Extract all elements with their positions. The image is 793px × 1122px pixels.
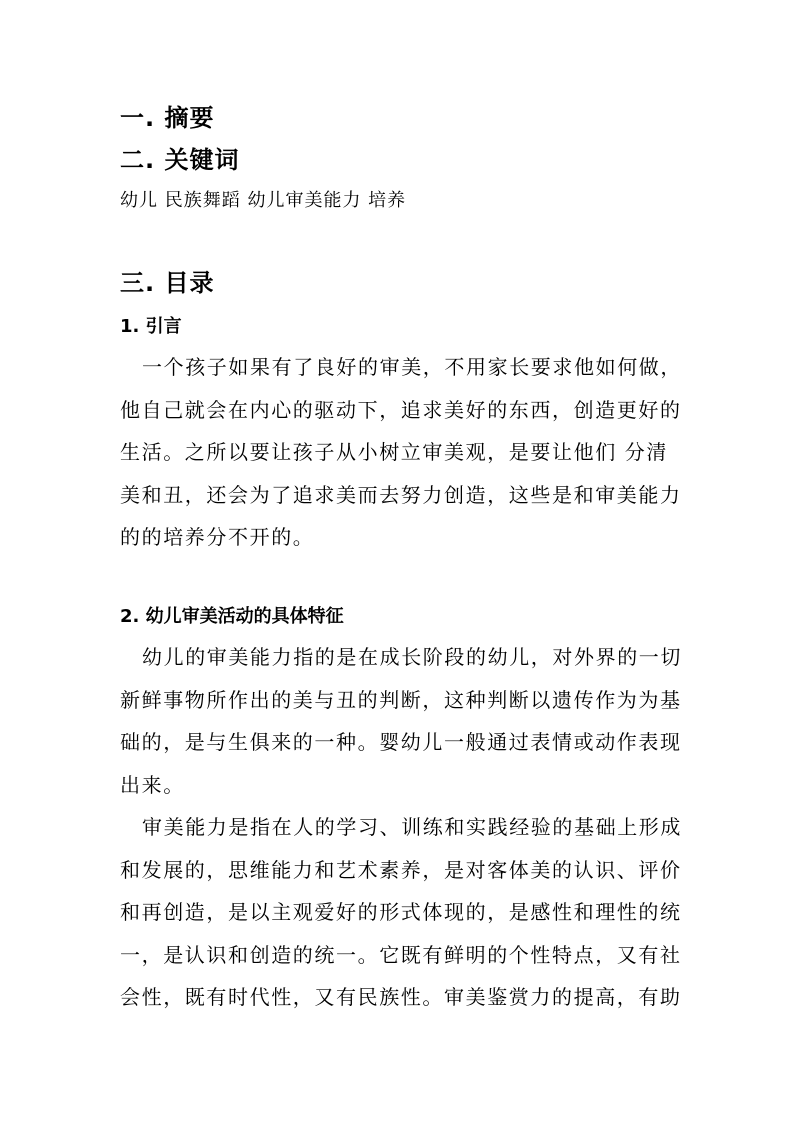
section2-heading: 2. 幼儿审美活动的具体特征 <box>120 606 344 627</box>
keywords-text: 幼儿 民族舞蹈 幼儿审美能力 培养 <box>120 190 407 211</box>
intro-heading: 1. 引言 <box>120 316 182 337</box>
section2-para2-line-3: 和再创造，是以主观爱好的形式体现的，是感性和理性的统 <box>120 900 682 924</box>
intro-line-3: 生活。之所以要让孩子从小树立审美观，是要让他们 分清 <box>120 440 668 464</box>
abstract-heading: 一. 摘要 <box>120 104 215 132</box>
intro-line-1: 一个孩子如果有了良好的审美，不用家长要求他如何做， <box>142 355 682 379</box>
section2-para1-line-4: 出来。 <box>120 773 185 797</box>
section2-para2-line-2: 和发展的，思维能力和艺术素养，是对客体美的认识、评价 <box>120 858 682 882</box>
section2-para1-line-1: 幼儿的审美能力指的是在成长阶段的幼儿，对外界的一切 <box>142 645 682 669</box>
keywords-heading: 二. 关键词 <box>120 146 240 174</box>
intro-line-4: 美和丑，还会为了追求美而去努力创造，这些是和审美能力 <box>120 483 682 507</box>
section2-para2-line-1: 审美能力是指在人的学习、训练和实践经验的基础上形成 <box>142 815 682 839</box>
section2-para2-line-5: 会性，既有时代性，又有民族性。审美鉴赏力的提高，有助 <box>120 985 682 1009</box>
section2-para1-line-3: 础的，是与生俱来的一种。婴幼儿一般通过表情或动作表现 <box>120 730 682 754</box>
intro-line-5: 的的培养分不开的。 <box>120 525 315 549</box>
section2-para1-line-2: 新鲜事物所作出的美与丑的判断，这种判断以遗传作为为基 <box>120 688 682 712</box>
toc-heading: 三. 目录 <box>120 269 215 297</box>
intro-line-2: 他自己就会在内心的驱动下，追求美好的东西，创造更好的 <box>120 398 682 422</box>
section2-para2-line-4: 一，是认识和创造的统一。它既有鲜明的个性特点，又有社 <box>120 943 682 967</box>
